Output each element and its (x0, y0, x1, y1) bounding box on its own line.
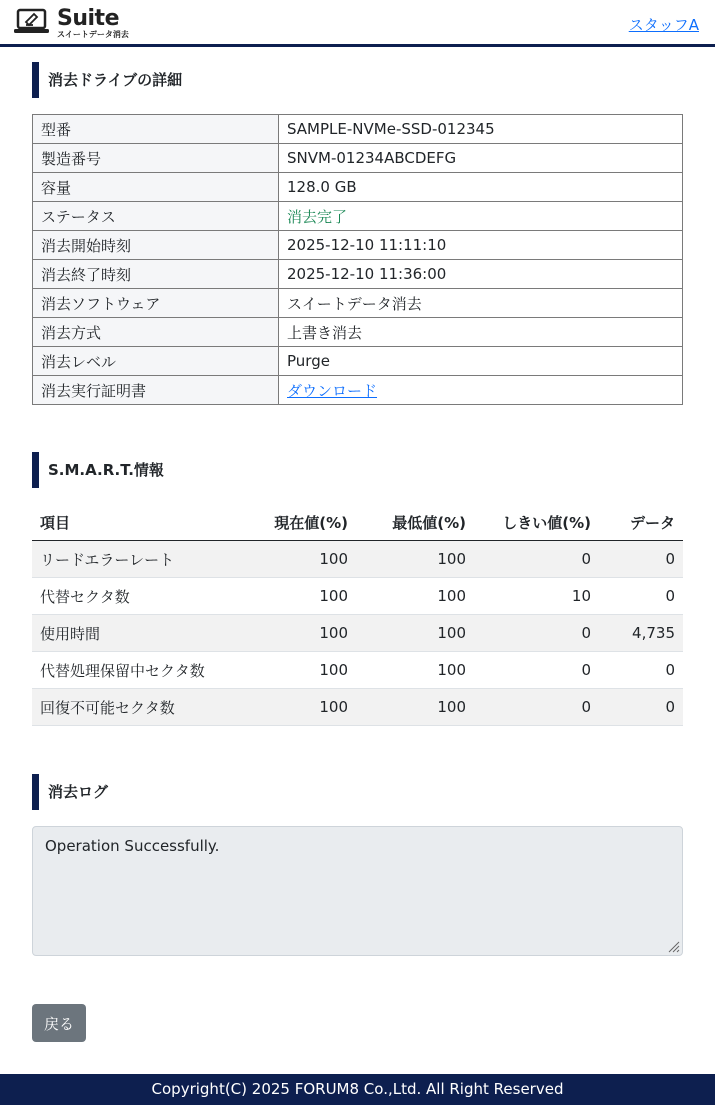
laptop-icon (14, 8, 50, 36)
detail-label: 製造番号 (33, 144, 279, 173)
column-header-current: 現在値(%) (238, 505, 356, 541)
detail-row-model (33, 115, 683, 144)
smart-threshold: 0 (474, 541, 599, 578)
table-row (32, 578, 683, 615)
detail-value: スイートデータ消去 (279, 289, 683, 318)
detail-label: ステータス (33, 202, 279, 231)
detail-row-level (33, 347, 683, 376)
detail-value: SAMPLE-NVMe-SSD-012345 (279, 115, 683, 144)
detail-label: 消去方式 (33, 318, 279, 347)
smart-threshold: 10 (474, 578, 599, 615)
smart-worst: 100 (356, 689, 474, 726)
detail-row-start-time (33, 231, 683, 260)
smart-current: 100 (238, 541, 356, 578)
detail-label: 消去レベル (33, 347, 279, 376)
logo-name: Suite (57, 6, 119, 31)
erase-log-heading: 消去ログ (32, 774, 108, 810)
column-header-item: 項目 (32, 505, 238, 541)
status-value: 消去完了 (279, 202, 683, 231)
table-row (32, 652, 683, 689)
detail-row-serial (33, 144, 683, 173)
detail-label: 消去実行証明書 (33, 376, 279, 405)
table-row (32, 615, 683, 652)
detail-value: Purge (279, 347, 683, 376)
suite-logo[interactable] (14, 6, 134, 42)
smart-worst: 100 (356, 578, 474, 615)
smart-data: 0 (599, 689, 683, 726)
smart-data: 4,735 (599, 615, 683, 652)
smart-item: 代替処理保留中セクタ数 (32, 652, 238, 689)
smart-current: 100 (238, 615, 356, 652)
back-button[interactable]: 戻る (32, 1004, 86, 1042)
certificate-cell (279, 376, 683, 405)
column-header-data: データ (599, 505, 683, 541)
detail-value: 上書き消去 (279, 318, 683, 347)
smart-worst: 100 (356, 615, 474, 652)
detail-value: SNVM-01234ABCDEFG (279, 144, 683, 173)
certificate-download-link[interactable]: ダウンロード (287, 381, 378, 400)
detail-row-capacity (33, 173, 683, 202)
smart-threshold: 0 (474, 652, 599, 689)
copyright-footer: Copyright(C) 2025 FORUM8 Co.,Ltd. All Right Reserved (0, 1074, 715, 1105)
column-header-threshold: しきい値(%) (474, 505, 599, 541)
erase-log-text: Operation Successfully. (45, 837, 220, 855)
smart-data: 0 (599, 578, 683, 615)
detail-label: 消去ソフトウェア (33, 289, 279, 318)
smart-current: 100 (238, 578, 356, 615)
smart-threshold: 0 (474, 689, 599, 726)
smart-worst: 100 (356, 541, 474, 578)
drive-detail-heading: 消去ドライブの詳細 (32, 62, 182, 98)
detail-label: 消去終了時刻 (33, 260, 279, 289)
smart-table (32, 505, 683, 726)
smart-item: 代替セクタ数 (32, 578, 238, 615)
detail-label: 容量 (33, 173, 279, 202)
detail-label: 消去開始時刻 (33, 231, 279, 260)
smart-header-row (32, 505, 683, 541)
smart-current: 100 (238, 689, 356, 726)
detail-row-method (33, 318, 683, 347)
detail-label: 型番 (33, 115, 279, 144)
detail-value: 128.0 GB (279, 173, 683, 202)
smart-data: 0 (599, 652, 683, 689)
smart-data: 0 (599, 541, 683, 578)
smart-item: リードエラーレート (32, 541, 238, 578)
smart-item: 回復不可能セクタ数 (32, 689, 238, 726)
detail-row-certificate (33, 376, 683, 405)
user-menu-link[interactable]: スタッフA (628, 16, 699, 34)
table-row (32, 689, 683, 726)
detail-row-status (33, 202, 683, 231)
detail-value: 2025-12-10 11:11:10 (279, 231, 683, 260)
table-row (32, 541, 683, 578)
smart-current: 100 (238, 652, 356, 689)
smart-threshold: 0 (474, 615, 599, 652)
smart-item: 使用時間 (32, 615, 238, 652)
smart-info-heading: S.M.A.R.T.情報 (32, 452, 164, 488)
column-header-worst: 最低値(%) (356, 505, 474, 541)
logo-subtitle: スイートデータ消去 (57, 30, 129, 39)
detail-value: 2025-12-10 11:36:00 (279, 260, 683, 289)
drive-detail-table (32, 114, 683, 405)
smart-worst: 100 (356, 652, 474, 689)
resize-grip-icon[interactable] (666, 939, 680, 953)
detail-row-software (33, 289, 683, 318)
app-header (0, 0, 715, 47)
detail-row-end-time (33, 260, 683, 289)
erase-log-textarea[interactable] (32, 826, 683, 956)
